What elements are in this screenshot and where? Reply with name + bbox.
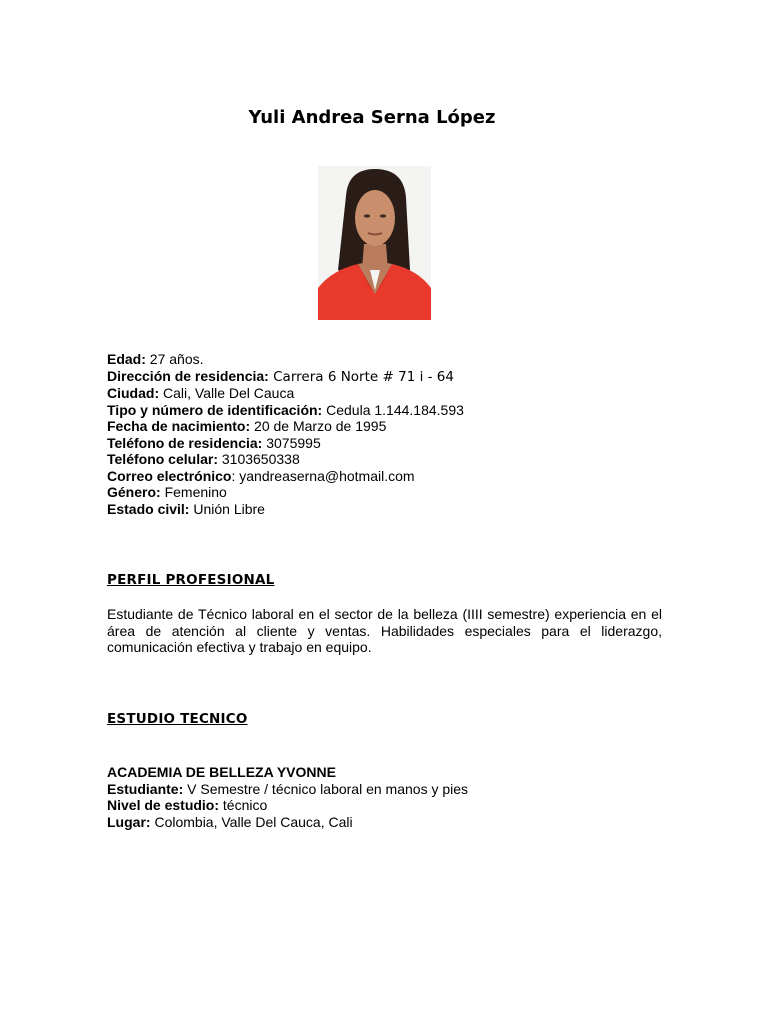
info-label: Género:: [107, 484, 161, 500]
info-id: [107, 402, 667, 419]
profile-heading: PERFIL PROFESIONAL: [107, 572, 275, 588]
info-value: 27 años.: [145, 351, 204, 367]
info-address: [107, 368, 667, 386]
info-value: : yandreaserna@hotmail.com: [231, 467, 415, 484]
info-value: Unión Libre: [189, 500, 265, 517]
info-home-phone: [107, 435, 667, 452]
study-value: Colombia, Valle Del Cauca, Cali: [150, 813, 353, 830]
info-value: Femenino: [160, 484, 227, 500]
info-city: [107, 385, 667, 402]
candidate-name: Yuli Andrea Serna López: [248, 107, 496, 128]
info-label: Teléfono de residencia:: [107, 434, 263, 451]
info-label: Tipo y número de identificación:: [107, 401, 323, 418]
info-age: [107, 351, 667, 368]
studies-block: [107, 764, 667, 830]
info-label: Ciudad:: [107, 385, 160, 401]
info-birthdate: [107, 418, 667, 435]
info-label: Dirección de residencia:: [107, 367, 269, 384]
info-mobile-phone: [107, 451, 667, 468]
study-value: V Semestre / técnico laboral en manos y pies: [183, 780, 469, 797]
study-row: [107, 797, 667, 814]
info-value: 3075995: [262, 434, 321, 451]
info-value: Cali, Valle Del Cauca: [159, 385, 295, 401]
info-label: Estado civil:: [107, 500, 190, 517]
studies-heading: ESTUDIO TECNICO: [107, 711, 248, 727]
info-value: 3103650338: [217, 451, 300, 467]
personal-info: [107, 351, 667, 517]
study-value: técnico: [219, 797, 268, 813]
profile-photo: [318, 166, 431, 320]
info-civil-status: [107, 501, 667, 518]
study-label: Nivel de estudio:: [107, 797, 220, 813]
study-row: [107, 781, 667, 798]
info-gender: [107, 484, 667, 501]
study-row: [107, 814, 667, 831]
study-label: Lugar:: [107, 813, 151, 830]
info-value: Carrera 6 Norte # 71 i - 64: [268, 368, 454, 385]
info-label: Teléfono celular:: [107, 451, 218, 467]
info-label: Edad:: [107, 351, 146, 367]
study-label: Estudiante:: [107, 780, 184, 797]
profile-text: Estudiante de Técnico laboral en el sector de la belleza (IIII semestre) experiencia en el área de atención al cliente y ventas. Habilidades especiales para el liderazgo, comunicación efectiva y trabajo en equipo.: [107, 606, 662, 655]
info-value: Cedula 1.144.184.593: [322, 401, 464, 418]
institution-name: ACADEMIA DE BELLEZA YVONNE: [107, 764, 336, 780]
info-label: Correo electrónico: [107, 467, 232, 484]
info-label: Fecha de nacimiento:: [107, 418, 251, 434]
info-value: 20 de Marzo de 1995: [250, 418, 387, 434]
info-email: [107, 468, 667, 485]
